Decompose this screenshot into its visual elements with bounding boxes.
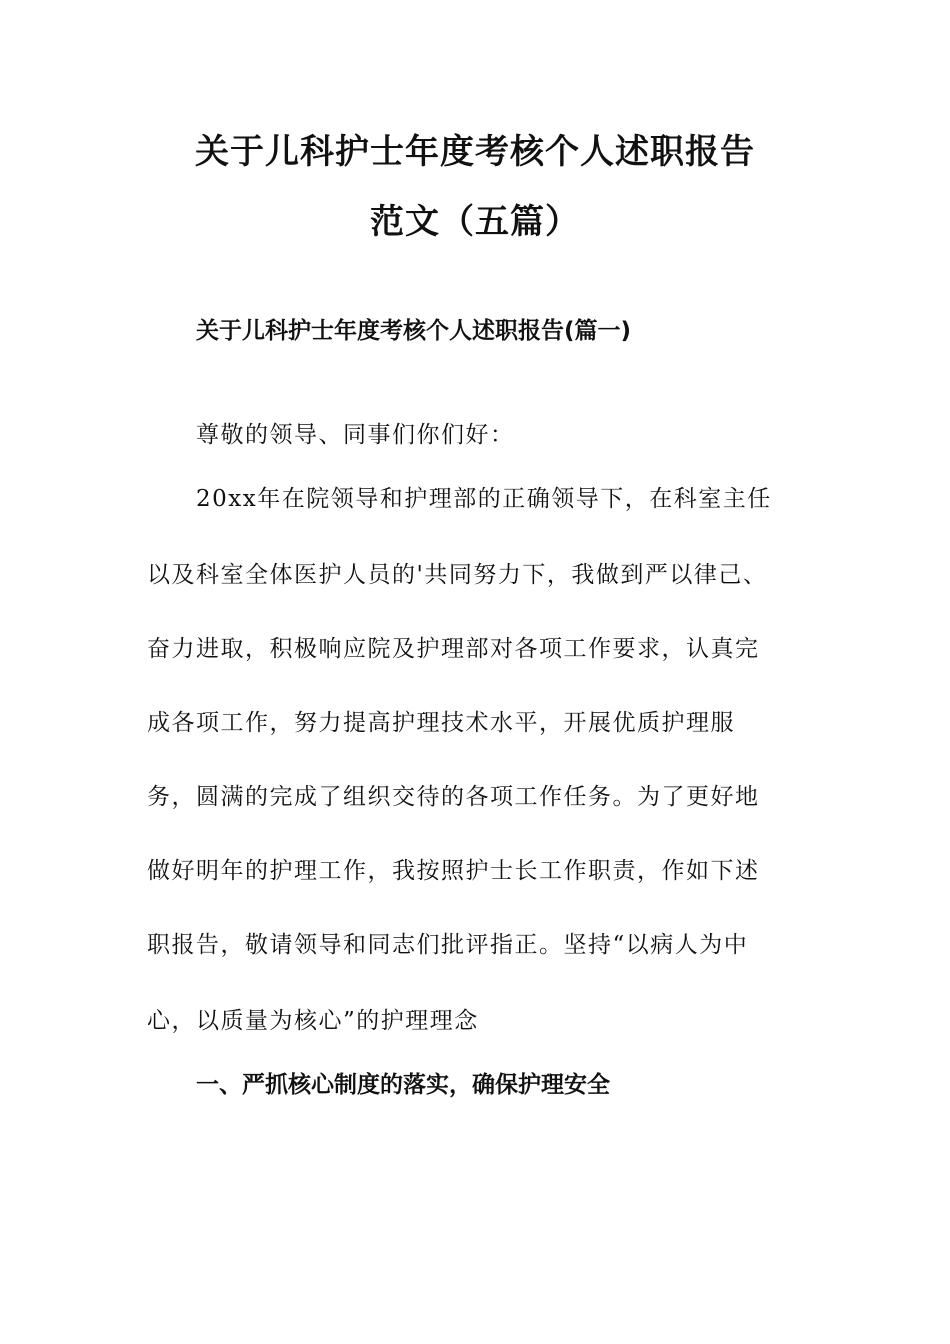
document-title-line-2: 范文（五篇） [370,202,580,242]
greeting-line: 尊敬的领导、同事们你们好： [196,422,515,448]
document-title-line-1: 关于儿科护士年度考核个人述职报告 [195,132,755,172]
paragraph-line: 成各项工作，努力提高护理技术水平，开展优质护理服 [147,710,735,736]
paragraph-line: 20xx年在院领导和护理部的正确领导下，在科室主任 [196,486,772,512]
paragraph-line: 做好明年的护理工作，我按照护士长工作职责，作如下述 [147,858,760,884]
subsection-heading: 一、严抓核心制度的落实，确保护理安全 [196,1072,610,1098]
paragraph-line: 奋力进取，积极响应院及护理部对各项工作要求，认真完 [147,636,760,662]
paragraph-line: 心，以质量为核心”的护理理念 [147,1008,479,1034]
paragraph-line: 务，圆满的完成了组织交待的各项工作任务。为了更好地 [147,784,760,810]
paragraph-line: 职报告，敬请领导和同志们批评指正。坚持“以病人为中 [147,932,749,958]
section-heading: 关于儿科护士年度考核个人述职报告(篇一) [196,318,632,344]
paragraph-line: 以及科室全体医护人员的'共同努力下，我做到严以律己、 [147,562,768,588]
